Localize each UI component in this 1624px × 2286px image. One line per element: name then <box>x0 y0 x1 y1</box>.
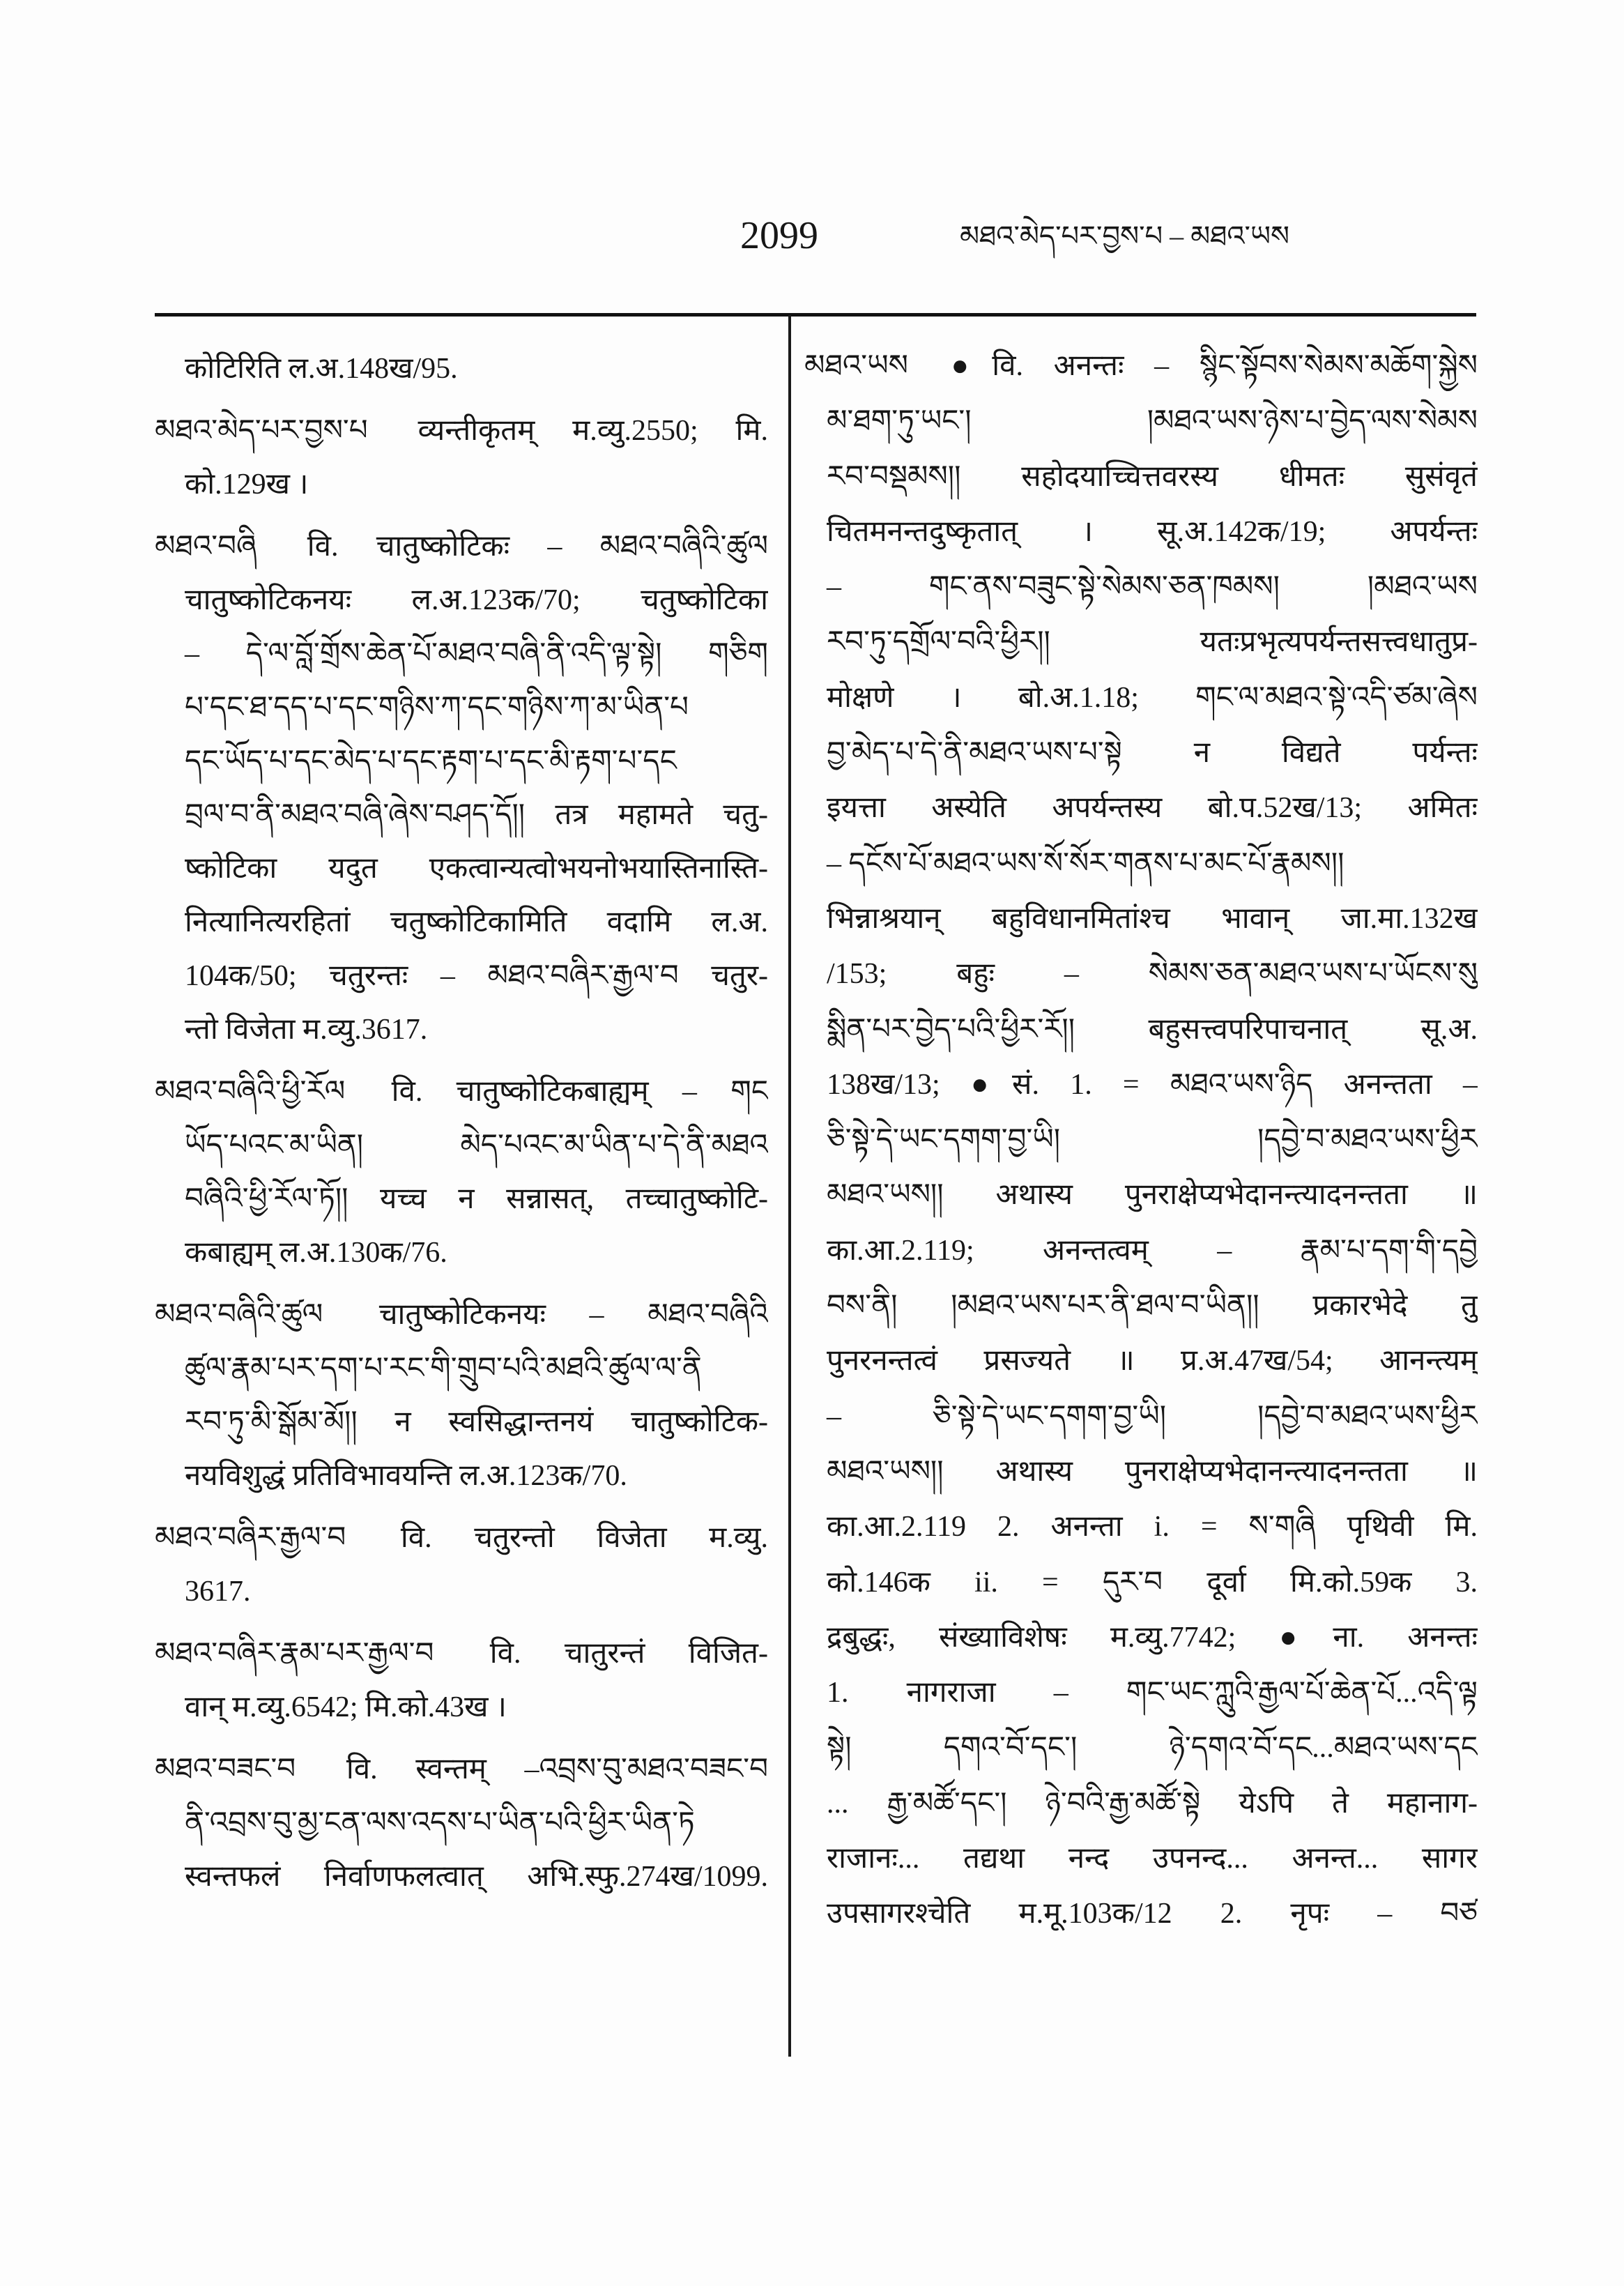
headword: མཐའ་བཟང་བ <box>155 1753 296 1785</box>
entry-line: – དེ་ལ་བློ་གྲོས་ཆེན་པོ་མཐའ་བཞི་ནི་འདི་ལྟ་སྟེ། གཅིག <box>185 638 768 670</box>
dictionary-entry <box>155 1511 768 1619</box>
headword: མཐའ་བཞིར་རྒྱལ་བ <box>155 1522 346 1554</box>
definition-text: वि. स्वन्तम् –འབྲས་བུ་མཐའ་བཟང་བ <box>346 1753 768 1785</box>
entry-line: 138ख/13; ●सं. 1. = མཐའ་ཡས་ཉིད अनन्तता – <box>827 1068 1478 1101</box>
entry-line: चातुष्कोटिकनयः ल.अ.123क/70; चतुष्कोटिका <box>185 584 768 616</box>
entry-line: को.129ख । <box>185 468 309 501</box>
entry-line: ཡོད་པའང་མ་ཡིན། མེད་པའང་མ་ཡིན་པ་དེ་ནི་མཐའ <box>185 1129 768 1161</box>
left-column <box>155 342 768 1904</box>
page-number: 2099 <box>740 214 818 257</box>
running-head: མཐའ་མེད་པར་བྱས་པ – མཐའ་ཡས <box>960 220 1289 252</box>
entry-line: स्वन्तफलं निर्वाणफलत्वात् अभि.स्फु.274ख/1099. <box>185 1861 768 1893</box>
entry-line: བས་ནི། །མཐའ་ཡས་པར་ནི་ཐལ་བ་ཡིན།། प्रकारभेदे तु <box>827 1290 1478 1323</box>
entry-line <box>155 1511 768 1565</box>
definition-text: वि. चातुष्कोटिकबाह्यम् – གང <box>391 1076 768 1108</box>
definition-text: वि. चतुरन्तो विजेता म.व्यु. <box>400 1522 768 1554</box>
entry-line: རབ་ཏུ་མི་སྒོམ་མོ།། न स्वसिद्धान्तनयं चातुष्कोटिक- <box>185 1406 768 1438</box>
entry-line: 1. नागराजा – གང་ཡང་ཀླུའི་རྒྱལ་པོ་ཆེན་པོ...འདི་ལྟ <box>827 1677 1478 1709</box>
entry-line: མ་ཐག་ཏུ་ཡང་། །མཐའ་ཡས་ཉེས་པ་བྱེད་ལས་སེམས <box>827 405 1478 438</box>
entry-line: ... རྒྱ་མཚོ་དང་། ཉེ་བའི་རྒྱ་མཚོ་སྟེ येऽपि ते महानाग- <box>827 1787 1478 1820</box>
entry-line: कबाह्यम् ल.अ.130क/76. <box>185 1237 447 1269</box>
definition-text: वि. चातुष्कोटिकः – མཐའ་བཞིའི་ཚུལ <box>307 531 768 563</box>
headword: མཐའ་བཞིའི་ཕྱི་རོལ <box>155 1076 346 1108</box>
right-column <box>804 339 1478 1942</box>
entry-line: མཐའ་ཡས།། अथास्य पुनराक्षेप्यभेदानन्त्यादनन्तता ॥ <box>827 1179 1478 1212</box>
entry-line: वान् म.व्यु.6542; मि.को.43ख । <box>185 1691 507 1723</box>
dictionary-entry <box>155 1065 768 1280</box>
entry-line: 104क/50; चतुरन्तः – མཐའ་བཞིར་རྒྱལ་བ चतुर- <box>185 960 768 992</box>
headword: མཐའ་ཡས <box>804 350 908 382</box>
dictionary-entry <box>155 404 768 512</box>
entry-line <box>155 404 768 458</box>
dictionary-entry <box>155 1743 768 1904</box>
headword: མཐའ་བཞིར་རྣམ་པར་རྒྱལ་བ <box>155 1638 434 1670</box>
dictionary-entry <box>155 342 768 396</box>
dictionary-entry <box>804 339 1478 1942</box>
entry-line: नयविशुद्धं प्रतिविभावयन्ति ल.अ.123क/70. <box>185 1460 627 1492</box>
entry-line: नित्यानित्यरहितां चतुष्कोटिकामिति वदामि ल.अ. <box>185 906 768 938</box>
entry-line: ཚུལ་རྣམ་པར་དག་པ་རང་གི་གྲུབ་པའི་མཐའི་ཚུལ་ལ་ནི <box>185 1352 702 1385</box>
entry-line <box>155 1288 768 1342</box>
definition-text: ●वि. अनन्तः – སྙིང་སྟོབས་སེམས་མཆོག་སྐྱེས <box>951 350 1478 382</box>
entry-line: ནི་འབྲས་བུ་མྱ་ངན་ལས་འདས་པ་ཡིན་པའི་ཕྱིར་ཡིན་ཏེ <box>185 1807 695 1839</box>
dictionary-entry <box>155 1627 768 1735</box>
entry-line: कोटिरिति ल.अ.148ख/95. <box>185 353 458 385</box>
entry-line: ཅི་སྟེ་དེ་ཡང་དགག་བྱ་ཡི། །དབྱེ་བ་མཐའ་ཡས་ཕྱིར <box>827 1124 1478 1157</box>
definition-text: वि. चातुरन्तं विजित- <box>489 1638 768 1670</box>
entry-line: སྨིན་པར་བྱེད་པའི་ཕྱིར་རོ།། बहुसत्त्वपरिपाचनात् सू.अ. <box>827 1013 1478 1046</box>
headword: མཐའ་བཞིའི་ཚུལ <box>155 1299 323 1331</box>
entry-line: མཐའ་ཡས།། अथास्य पुनराक्षेप्यभेदानन्त्यादनन्तता ॥ <box>827 1455 1478 1488</box>
dictionary-entry <box>155 1288 768 1503</box>
headword: མཐའ་བཞི <box>155 531 257 563</box>
entry-line: 3617. <box>185 1576 251 1608</box>
entry-line: རབ་ཏུ་དགྲོལ་བའི་ཕྱིར།། यतःप्रभृत्यपर्यन्तसत्त्वधातुप्र- <box>827 626 1478 659</box>
entry-line: मोक्षणे । बो.अ.1.18; གང་ལ་མཐའ་སྟེ་འདི་ཙམ་ཞེས <box>827 681 1478 714</box>
entry-line: བྲལ་བ་ནི་མཐའ་བཞི་ཞེས་བཤད་དོ།། तत्र महामते चतु- <box>185 799 768 831</box>
entry-line: /153; बहुः – སེམས་ཅན་མཐའ་ཡས་པ་ཡོངས་སུ <box>827 958 1478 991</box>
entry-line: इयत्ता अस्येति अपर्यन्तस्य बो.प.52ख/13; अमितः <box>827 792 1478 825</box>
entry-line: སྟེ། དགའ་བོ་དང་། ཉེ་དགའ་བོ་དང...མཐའ་ཡས་དང <box>827 1732 1478 1765</box>
headword: མཐའ་མེད་པར་བྱས་པ <box>155 415 368 447</box>
entry-line: का.आ.2.119; अनन्तत्वम् – རྣམ་པ་དག་གི་དབྱེ <box>827 1234 1478 1267</box>
entry-line: བཞིའི་ཕྱི་རོལ་ཏོ།། यच्च न सन्नासत्, तच्चातुष्कोटि- <box>185 1183 768 1215</box>
entry-line <box>155 1627 768 1681</box>
definition-text: व्यन्तीकृतम् म.व्यु.2550; मि. <box>418 415 768 447</box>
definition-text: चातुष्कोटिकनयः – མཐའ་བཞིའི <box>378 1299 768 1331</box>
entry-line: ष्कोटिका यदुत एकत्वान्यत्वोभयनोभयास्तिनास्ति- <box>185 853 768 885</box>
entry-line: – དངོས་པོ་མཐའ་ཡས་སོ་སོར་གནས་པ་མང་པོ་རྣམས།། <box>827 847 1345 880</box>
entry-line: རབ་བསྡམས།། सहोदयाच्चित्तवरस्य धीमतः सुसंवृतं <box>827 460 1478 493</box>
entry-line: པ་དང་ཐ་དད་པ་དང་གཉིས་ཀ་དང་གཉིས་ཀ་མ་ཡིན་པ <box>185 692 689 724</box>
entry-line <box>155 1743 768 1797</box>
entry-line: चितमनन्तदुष्कृतात् । सू.अ.142क/19; अपर्यन्तः <box>827 515 1478 548</box>
entry-line: – ཅི་སྟེ་དེ་ཡང་དགག་བྱ་ཡི། །དབྱེ་བ་མཐའ་ཡས་ཕྱིར <box>827 1400 1478 1433</box>
dictionary-entry <box>155 520 768 1057</box>
entry-line: भिन्नाश्रयान् बहुविधानमितांश्च भावान् जा.मा.132ख <box>827 902 1478 935</box>
entry-line: को.146क ii. = དུར་བ दूर्वा मि.को.59क 3. <box>827 1566 1478 1599</box>
entry-line: – གང་ནས་བཟུང་སྟེ་སེམས་ཅན་ཁམས། །མཐའ་ཡས <box>827 571 1478 604</box>
entry-line: དང་ཡོད་པ་དང་མེད་པ་དང་རྟག་པ་དང་མི་རྟག་པ་དང <box>185 745 677 777</box>
column-divider <box>788 315 791 2057</box>
entry-line <box>804 339 1478 394</box>
entry-line: न्तो विजेता म.व्यु.3617. <box>185 1014 428 1046</box>
entry-line: राजानः... तद्यथा नन्द उपनन्द... अनन्त... सागर <box>827 1843 1478 1875</box>
entry-line: पुनरनन्तत्वं प्रसज्यते ॥ प्र.अ.47ख/54; आनन्त्यम् <box>827 1345 1478 1378</box>
header-rule <box>155 313 1476 317</box>
entry-line <box>155 520 768 574</box>
entry-line: द्रबुद्धः, संख्याविशेषः म.व्यु.7742; ●ना. अनन्तः <box>827 1621 1478 1654</box>
entry-line: का.आ.2.119 2. अनन्ता i. = ས་གཞི पृथिवी मि. <box>827 1511 1478 1544</box>
entry-line: བྱ་མེད་པ་དེ་ནི་མཐའ་ཡས་པ་སྟེ न विद्यते पर्यन्तः <box>827 737 1478 770</box>
entry-line <box>155 1065 768 1119</box>
entry-line: उपसागरश्चेति म.मू.103क/12 2. नृपः – བཙ <box>827 1898 1478 1930</box>
